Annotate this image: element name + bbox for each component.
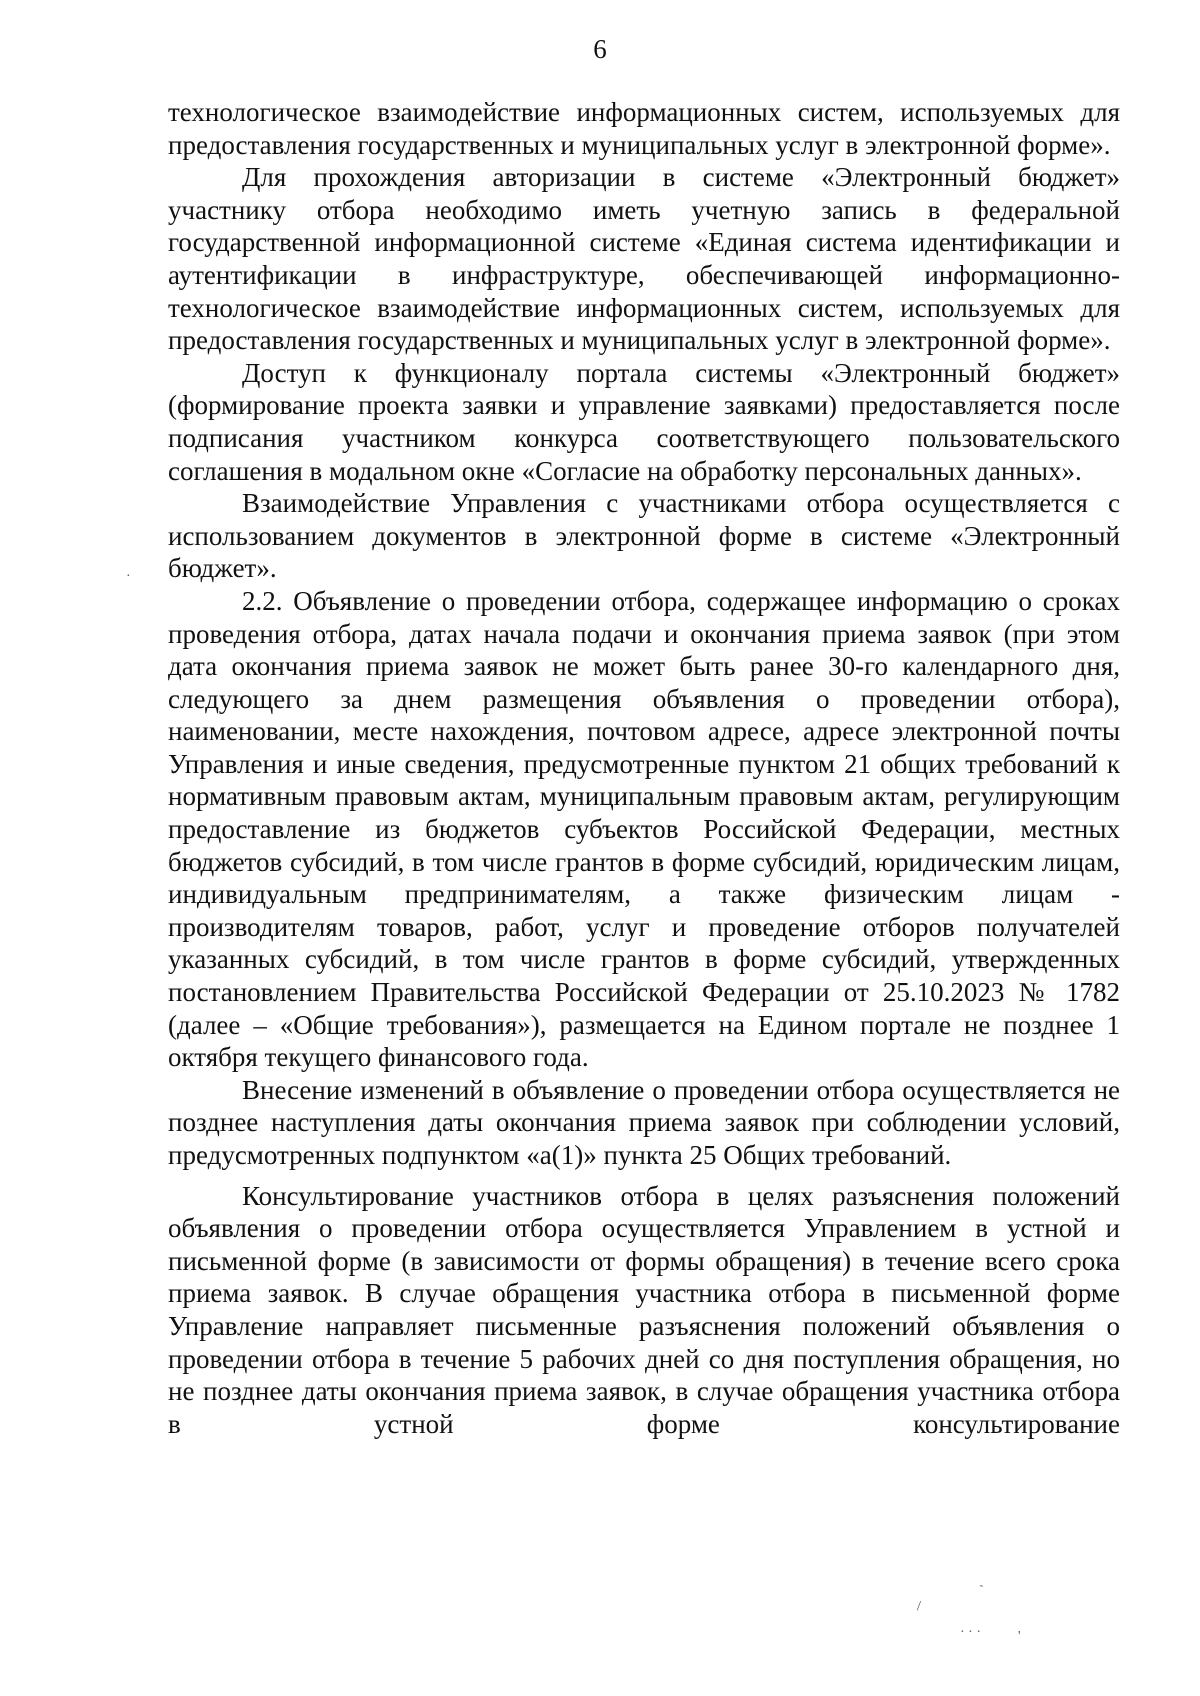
scan-speck: ' xyxy=(1018,1629,1021,1644)
paragraph-1: технологическое взаимодействие информационных систем, используемых для предоставления государственных и муниципальных услуг в электронной форме». xyxy=(168,97,1120,160)
paragraph-7: Консультирование участников отбора в целях разъяснения положений объявления о проведении отбора осуществляется Управлением в устной и письменной форме (в зависимости от формы обращения) в течение всего срока приема заявок. В случае обращения участника отбора в письменной форме Управление направляет письменные разъяснения положений объявления о проведении отбора в течение 5 рабочих дней со дня поступления обращения, но не позднее даты окончания приема заявок, в случае обращения участника отбора в устной форме консультирование xyxy=(168,1180,1120,1439)
scan-speck: ` xyxy=(978,1582,990,1599)
paragraph-4: Взаимодействие Управления с участниками отбора осуществляется с использованием документов в электронной форме в системе «Электронный бюджет». xyxy=(168,488,1120,584)
scan-speck: · xyxy=(126,569,131,584)
paragraph-6: Внесение изменений в объявление о проведении отбора осуществляется не позднее наступления даты окончания приема заявок при соблюдении условий, предусмотренных подпунктом «а(1)» пункта 25 Общих требований. xyxy=(168,1074,1120,1170)
scan-speck: · · · xyxy=(960,1625,981,1640)
paragraph-3: Доступ к функционалу портала системы «Электронный бюджет» (формирование проекта заявки и управление заявками) предоставляется после подписания участником конкурса соответствующего пользовательского соглашения в модальном окне «Согласие на обработку персональных данных». xyxy=(168,357,1120,486)
paragraph-2: Для прохождения авторизации в системе «Электронный бюджет» участнику отбора необходимо иметь учетную запись в федеральной государственной информационной системе «Единая система идентификации и аутентификации в инфраструктуре, обеспечивающей информационно-технологическое взаимодействие информационных систем, используемых для предоставления государственных и муниципальных услуг в электронной форме». xyxy=(168,162,1120,356)
document-body xyxy=(168,96,1120,1440)
paragraph-5: 2.2. Объявление о проведении отбора, содержащее информацию о сроках проведения отбора, датах начала подачи и окончания приема заявок (при этом дата окончания приема заявок не может быть ранее 30-го календарного дня, следующего за днем размещения объявления о проведении отбора), наименовании, месте нахождения, почтовом адресе, адресе электронной почты Управления и иные сведения, предусмотренные пунктом 21 общих требований к нормативным правовым актам, муниципальным правовым актам, регулирующим предоставление из бюджетов субъектов Российской Федерации, местных бюджетов субсидий, в том числе грантов в форме субсидий, юридическим лицам, индивидуальным предпринимателям, а также физическим лицам - производителям товаров, работ, услуг и проведение отборов получателей указанных субсидий, в том числе грантов в форме субсидий, утвержденных постановлением Правительства Российской Федерации от 25.10.2023 № 1782 (далее – «Общие требования»), размещается на Едином портале не позднее 1 октября текущего финансового года. xyxy=(168,585,1120,1073)
page-number: 6 xyxy=(593,34,607,64)
scan-speck: \ xyxy=(911,1599,925,1614)
